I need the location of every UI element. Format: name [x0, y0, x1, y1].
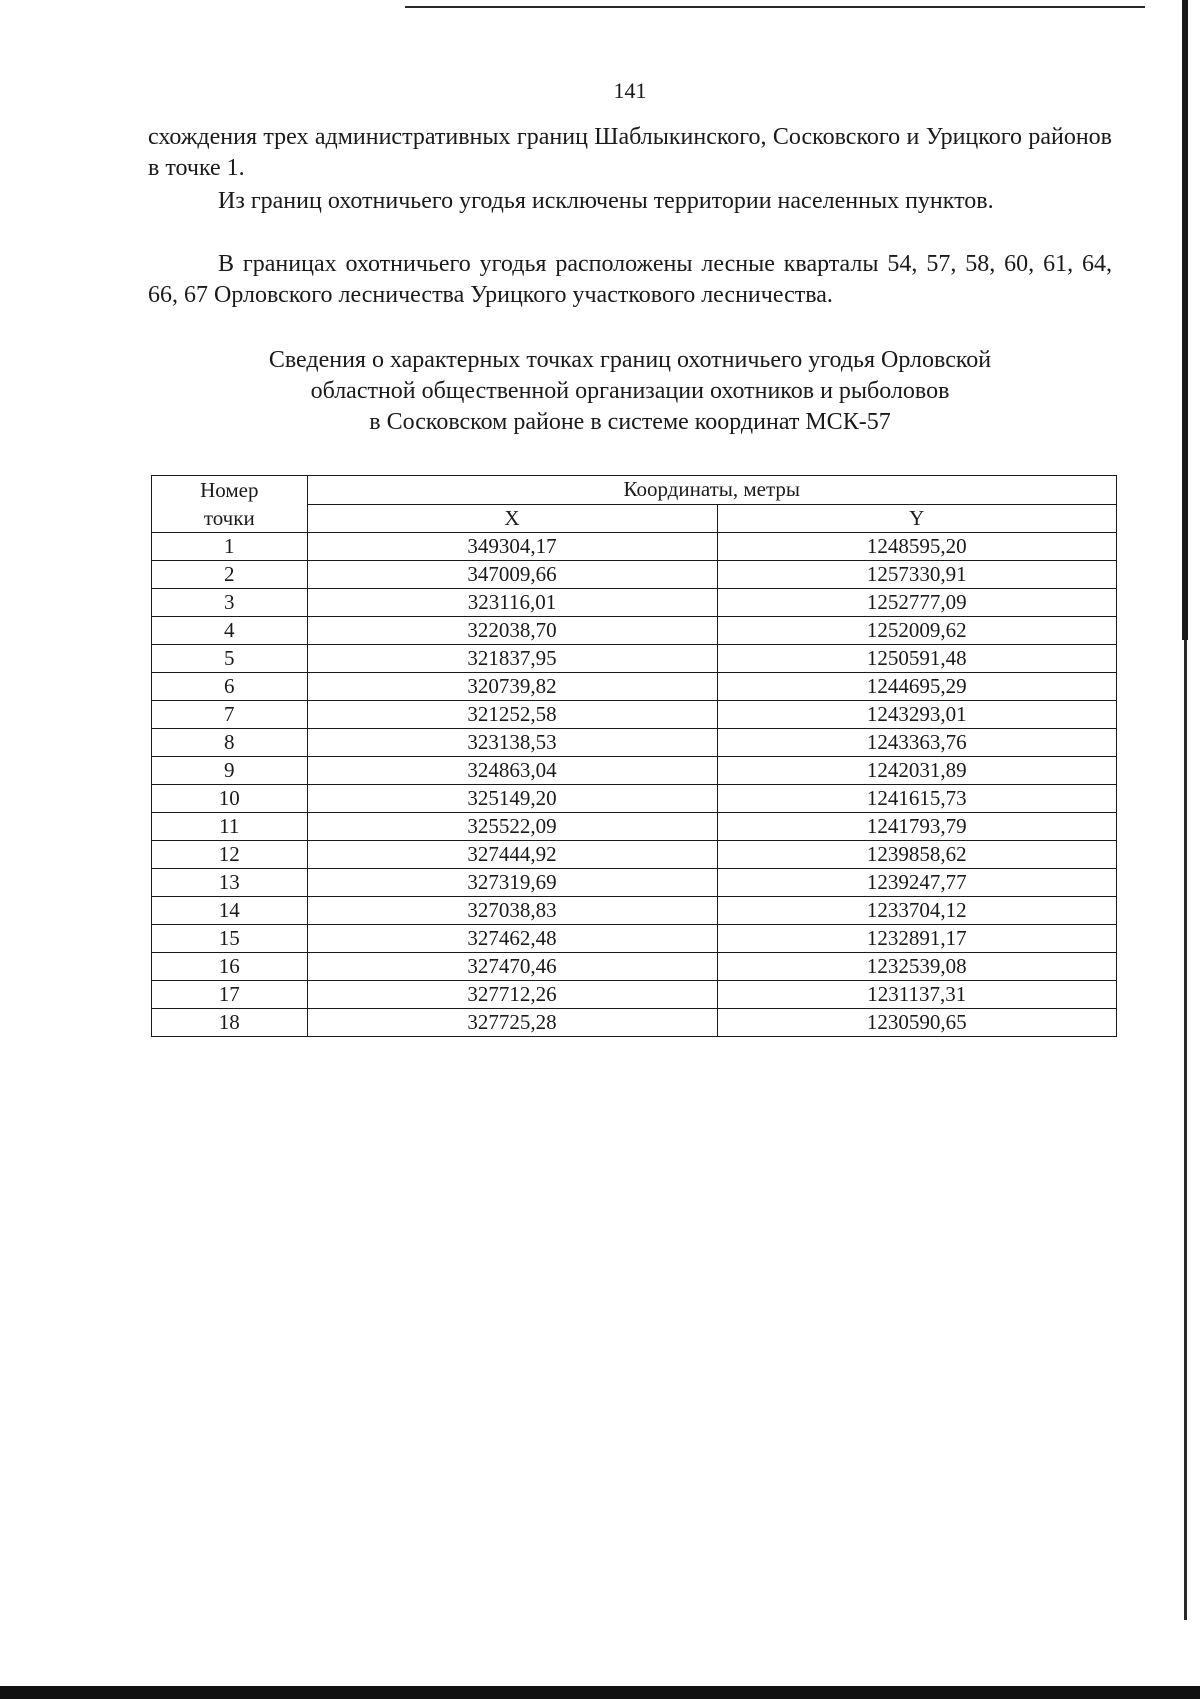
cell-point-number: 16 [152, 953, 308, 981]
cell-point-number: 6 [152, 673, 308, 701]
header-y: Y [717, 504, 1117, 533]
table-row [152, 981, 1117, 1009]
table-row [152, 1009, 1117, 1037]
header-coordinates: Координаты, метры [307, 476, 1116, 505]
scan-bottom-band [0, 1686, 1200, 1699]
cell-y: 1243363,76 [717, 729, 1117, 757]
table-row [152, 701, 1117, 729]
cell-y: 1233704,12 [717, 897, 1117, 925]
caption-line: областной общественной организации охотников и рыболовов [310, 378, 950, 404]
cell-point-number: 1 [152, 533, 308, 561]
cell-y: 1242031,89 [717, 757, 1117, 785]
cell-x: 327319,69 [307, 869, 717, 897]
cell-x: 325149,20 [307, 785, 717, 813]
cell-y: 1248595,20 [717, 533, 1117, 561]
table-row [152, 897, 1117, 925]
cell-point-number: 4 [152, 617, 308, 645]
caption-line: Сведения о характерных точках границ охотничьего угодья Орловской [268, 347, 992, 373]
cell-x: 327444,92 [307, 841, 717, 869]
cell-x: 327462,48 [307, 925, 717, 953]
cell-x: 321252,58 [307, 701, 717, 729]
cell-y: 1232539,08 [717, 953, 1117, 981]
table-row [152, 841, 1117, 869]
cell-point-number: 12 [152, 841, 308, 869]
cell-x: 327712,26 [307, 981, 717, 1009]
cell-point-number: 13 [152, 869, 308, 897]
table-row [152, 561, 1117, 589]
cell-y: 1243293,01 [717, 701, 1117, 729]
header-point-number: Номер точки [152, 476, 308, 533]
table-row [152, 533, 1117, 561]
table-row [152, 925, 1117, 953]
table-caption [148, 345, 1112, 438]
table-row [152, 869, 1117, 897]
cell-x: 321837,95 [307, 645, 717, 673]
cell-point-number: 14 [152, 897, 308, 925]
cell-y: 1231137,31 [717, 981, 1117, 1009]
cell-point-number: 3 [152, 589, 308, 617]
cell-point-number: 7 [152, 701, 308, 729]
cell-x: 323116,01 [307, 589, 717, 617]
table-row [152, 953, 1117, 981]
cell-x: 327470,46 [307, 953, 717, 981]
table-row [152, 785, 1117, 813]
table-row [152, 617, 1117, 645]
caption-line: в Сосковском районе в системе координат МСК-57 [369, 409, 891, 435]
table-row [152, 757, 1117, 785]
cell-x: 324863,04 [307, 757, 717, 785]
page-number: 141 [613, 78, 647, 103]
cell-point-number: 15 [152, 925, 308, 953]
header-x: X [307, 504, 717, 533]
cell-x: 349304,17 [307, 533, 717, 561]
scan-right-edge-lower [1184, 640, 1187, 1620]
cell-x: 320739,82 [307, 673, 717, 701]
cell-y: 1252009,62 [717, 617, 1117, 645]
table-row [152, 729, 1117, 757]
paragraph-forest-quarters: В границах охотничьего угодья расположены лесные кварталы 54, 57, 58, 60, 61, 64, 66, 67 Орловского лесничества Урицкого участкового лесничества. [148, 251, 1112, 308]
table-row [152, 673, 1117, 701]
table-body [152, 533, 1117, 1037]
coordinates-table [151, 475, 1117, 1037]
cell-point-number: 5 [152, 645, 308, 673]
cell-y: 1252777,09 [717, 589, 1117, 617]
cell-y: 1241793,79 [717, 813, 1117, 841]
table-row [152, 813, 1117, 841]
cell-y: 1239247,77 [717, 869, 1117, 897]
cell-point-number: 2 [152, 561, 308, 589]
paragraph-boundary-intersection: схождения трех административных границ Шаблыкинского, Сосковского и Урицкого районов в точке 1. [148, 124, 1112, 181]
table-row [152, 589, 1117, 617]
table-row [152, 645, 1117, 673]
cell-x: 323138,53 [307, 729, 717, 757]
cell-point-number: 8 [152, 729, 308, 757]
cell-x: 327038,83 [307, 897, 717, 925]
cell-point-number: 10 [152, 785, 308, 813]
table-header-row [152, 476, 1117, 505]
cell-x: 325522,09 [307, 813, 717, 841]
cell-x: 327725,28 [307, 1009, 717, 1037]
cell-y: 1250591,48 [717, 645, 1117, 673]
cell-y: 1257330,91 [717, 561, 1117, 589]
cell-x: 347009,66 [307, 561, 717, 589]
cell-x: 322038,70 [307, 617, 717, 645]
cell-point-number: 17 [152, 981, 308, 1009]
paragraph-excluded-territories: Из границ охотничьего угодья исключены территории населенных пунктов. [218, 188, 994, 214]
scan-top-rule [405, 6, 1145, 8]
cell-y: 1232891,17 [717, 925, 1117, 953]
cell-y: 1244695,29 [717, 673, 1117, 701]
cell-point-number: 9 [152, 757, 308, 785]
cell-point-number: 18 [152, 1009, 308, 1037]
cell-point-number: 11 [152, 813, 308, 841]
cell-y: 1241615,73 [717, 785, 1117, 813]
cell-y: 1230590,65 [717, 1009, 1117, 1037]
cell-y: 1239858,62 [717, 841, 1117, 869]
